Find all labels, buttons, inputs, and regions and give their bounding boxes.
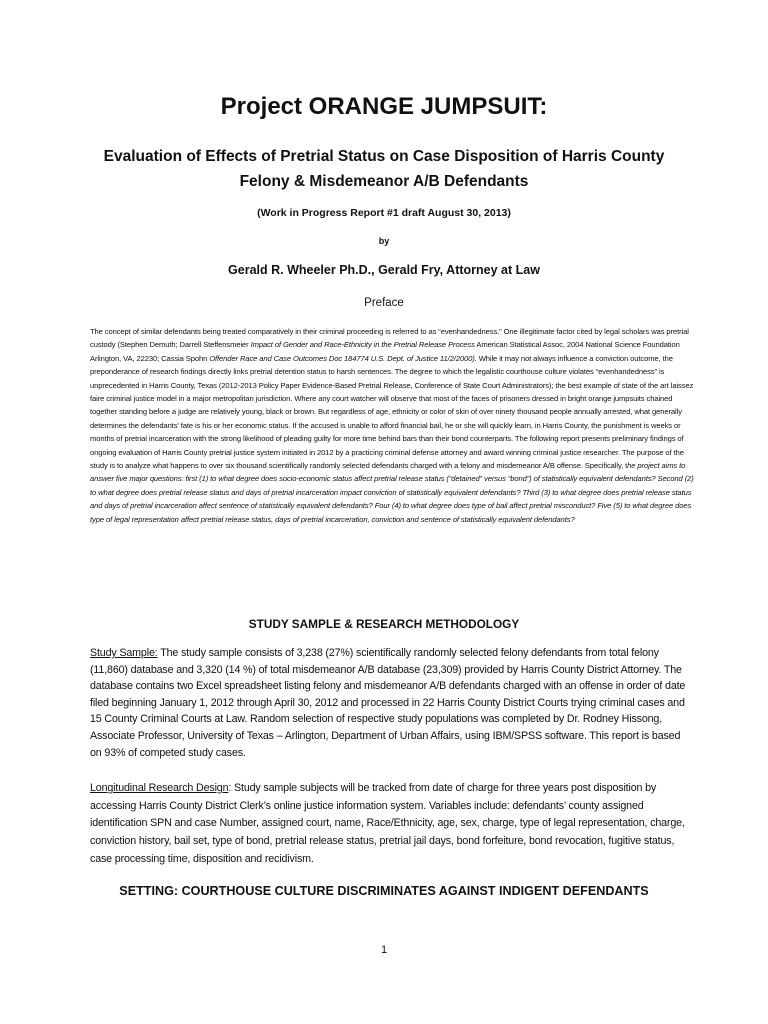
document-title: Project ORANGE JUMPSUIT: (220, 93, 548, 120)
preface-heading: Preface (364, 297, 404, 309)
page-number: 1 (380, 944, 388, 956)
preface-paragraph (90, 325, 696, 526)
study-sample-paragraph (90, 645, 690, 761)
study-sample-lead: Study Sample: (90, 647, 158, 659)
work-in-progress-note: (Work in Progress Report #1 draft August 30, 2013) (257, 207, 511, 219)
study-sample-text: The study sample consists of 3,238 (27%) scientifically randomly selected felony defendants from total felony (11,860) database and 3,320 (14 %) of total misdemeanor A/B database (23,309) provided by Harris County District Attorney. The database contains two Excel spreadsheet listing felony and misdemeanor A/B defendants charged with an offense in order of date filed beginning January 1, 2012 through April 30, 2012 and processed in 22 Harris County District Courts trying criminal cases and 15 County Criminal Courts at Law. Random selection of respective study populations was completed by Dr. Rodney Hissong, Associate Professor, University of Texas – Arlington, Department of Urban Affairs, using IBM/SPSS software. This report is based on 93% of competed study cases. (90, 647, 686, 759)
authors: Gerald R. Wheeler Ph.D., Gerald Fry, Attorney at Law (228, 263, 540, 277)
preface-text-3: While it may not always influence a conviction outcome, the preponderance of research findings directly links pretrial detention status to harsh sentences. The degree to which the legalistic courthouse culture violates “evenhandedness” is unprecedented in Harris County, Texas (2012-2013 Policy Paper Evidence-Based Pretrial Release, Conference of State Court Administrators); the best example of state of the art laissez faire criminal justice model in a major metropolitan jurisdiction. Where any court watcher will observe that most of the faces of prisoners dressed in bright orange jumpsuits chained together standing before a judge are relatively young, black or brown. But regardless of age, ethnicity or color of skin of over ninety thousand people annually arrested, what generally determines the defendants’ fate is his or her economic status. If the accused is unable to afford financial bail, he or she will quickly learn, in Harris County, the punishment is weeks or months of pretrial incarceration with the strong likelihood of pleading guilty for more time behind bars than their bond counterparts. The following report presents preliminary findings of ongoing evaluation of Harris County pretrial justice system initiated in 2012 by a practicing criminal defense attorney and award winning criminal justice researcher. The purpose of the study is to analyze what happens to over six thousand scientifically randomly selected defendants charged with a felony and misdemeanor A/B offense. Specifically, t (90, 353, 694, 471)
preface-text-1: The concept of similar defendants being treated comparatively in their criminal proceeding is referred to as “evenhandedness.” One illegitimate factor cited by legal scholars was pretrial custody (Stephen Demuth; Darrell Steffensmeier (90, 327, 689, 350)
preface-text-2: American Statistical Assoc, 2004 National Science Foundation Arlington, VA, 22230; Cassia Spohn (90, 340, 680, 363)
document-subtitle: Evaluation of Effects of Pretrial Status on Case Disposition of Harris County Felony & Misdemeanor A/B Defendants (103, 148, 665, 190)
preface-citation-2: Offender Race and Case Outcomes Doc 184774 U.S. Dept. of Justice 11/2/2000). (209, 353, 477, 363)
by-line: by (378, 236, 390, 246)
section-heading-setting: SETTING: COURTHOUSE CULTURE DISCRIMINATES AGAINST INDIGENT DEFENDANTS (119, 884, 649, 898)
longitudinal-design-paragraph (90, 780, 690, 869)
section-heading-methodology: STUDY SAMPLE & RESEARCH METHODOLOGY (248, 617, 520, 631)
preface-questions: he project aims to answer five major questions: first (1) to what degree does socio-economic status affect pretrial release status (“detained” versus “bond”) of statistically equivalent defendants? Second (2) to what degree does pretrial release status and days of pretrial incarceration impact conviction of statistically equivalent defendants? Third (3) to what degree does pretrial release status and days of pretrial incarceration affect sentence of statistically equivalent defendants? Four (4) to what degree does type of bail affect pretrial misconduct? Five (5) to what degree does type of legal representation affect pretrial release status, days of pretrial incarceration, conviction and sentence of statistically equivalent defendants? (90, 461, 694, 524)
longitudinal-text: : Study sample subjects will be tracked from date of charge for three years post disposition by accessing Harris County District Clerk’s online justice information system. Variables include: defendants’ county assigned identification SPN and case Number, assigned court, name, Race/Ethnicity, age, sex, charge, type of legal representation, charge, conviction history, bail set, type of bond, pretrial release status, pretrial jail days, bond forfeiture, bond revocation, fugitive status, case processing time, disposition and recidivism. (90, 782, 685, 865)
longitudinal-lead: Longitudinal Research Design (90, 782, 229, 794)
preface-citation-1: Impact of Gender and Race-Ethnicity in the Pretrial Release Process (250, 340, 475, 350)
